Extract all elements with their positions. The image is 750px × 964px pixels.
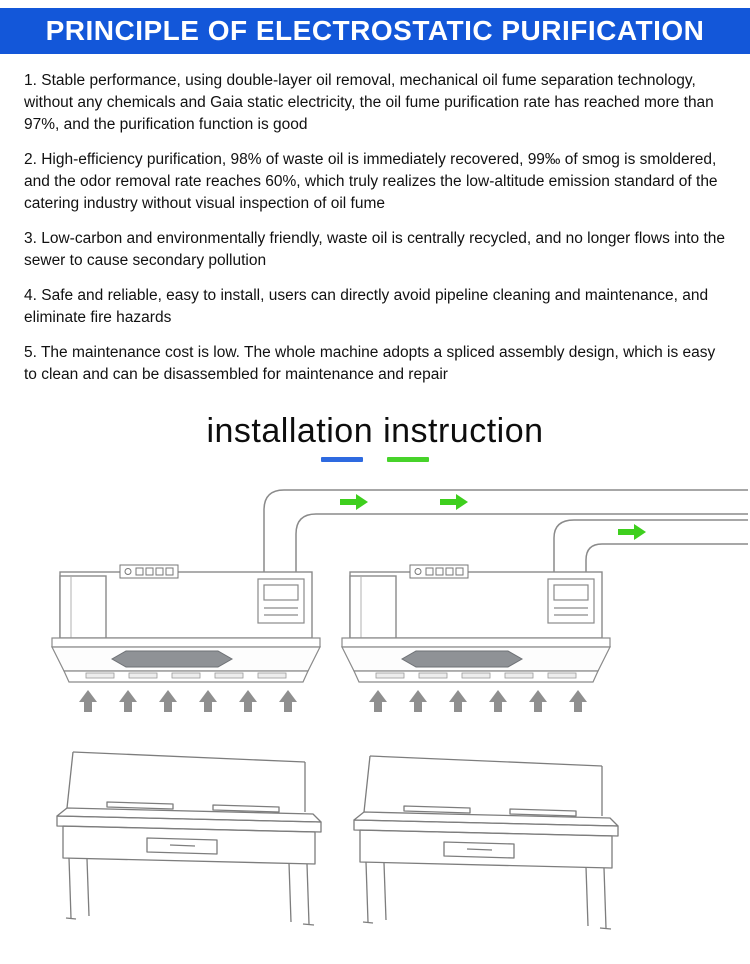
page-header-banner (0, 8, 750, 54)
feature-list (0, 54, 750, 386)
page-title: PRINCIPLE OF ELECTROSTATIC PURIFICATION (45, 15, 705, 46)
airflow-arrow-1 (340, 494, 368, 510)
airflow-arrow-3 (618, 524, 646, 540)
installation-diagram (0, 470, 750, 940)
title-underline-bars (0, 457, 750, 462)
feature-item-2: 2. High-efficiency purification, 98% of waste oil is immediately recovered, 99‰ of smog is smoldered, and the odor removal rate reaches 60%, which truly realizes the low-altitude emission standard of the catering industry without visual inspection of oil fume (24, 151, 718, 212)
feature-item-3: 3. Low-carbon and environmentally friendly, waste oil is centrally recycled, and no longer flows into the sewer to cause secondary pollution (24, 230, 726, 269)
exhaust-duct-right (554, 520, 748, 572)
hood-unit-left (52, 565, 320, 712)
airflow-arrow-2 (440, 494, 468, 510)
blue-underline-bar (321, 457, 363, 462)
stove-unit-right (354, 756, 618, 929)
stove-unit-left (57, 752, 321, 925)
feature-item-5: 5. The maintenance cost is low. The whole machine adopts a spliced assembly design, which is easy to clean and can be disassembled for maintenance and repair (24, 344, 716, 383)
exhaust-duct-left (264, 490, 748, 572)
feature-item-1: 1. Stable performance, using double-layer oil removal, mechanical oil fume separation technology, without any chemicals and Gaia static electricity, the oil fume purification rate has reached more than 97%, and the purification function is good (24, 72, 714, 133)
green-underline-bar (387, 457, 429, 462)
feature-item-4: 4. Safe and reliable, easy to install, users can directly avoid pipeline cleaning and maintenance, and eliminate fire hazards (24, 287, 709, 326)
section-title: installation instruction (206, 412, 544, 450)
installation-diagram-svg (0, 470, 750, 940)
hood-unit-right (342, 565, 610, 712)
